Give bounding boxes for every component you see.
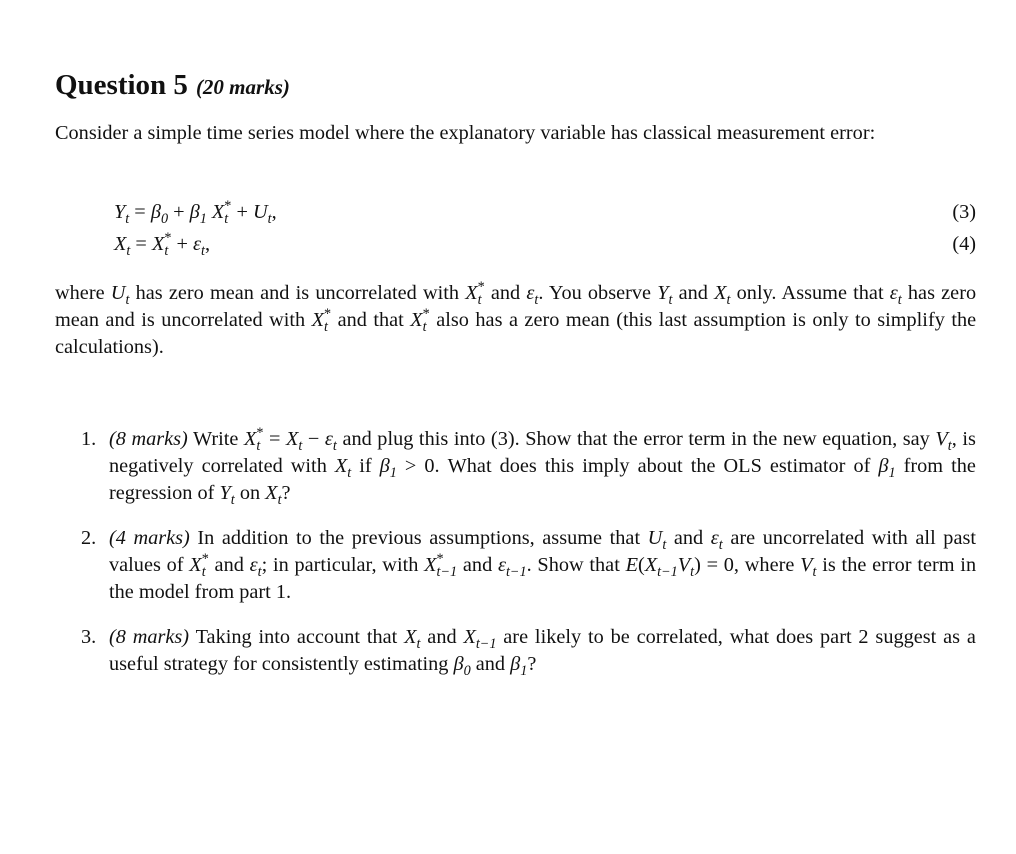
- equation-number-4: (4): [952, 233, 976, 255]
- part-text: Write X * t = $X_t - \varepsilon_t$ and plug this into (3). Show that the error term in the new equation, say $V_t$, is negatively correlated with $X_t$ if $\beta_1 > 0$. What does this imply about the OLS estimator of $\beta_1$ from the regression of $Y_t$ on $X_t$?: [109, 425, 976, 509]
- part-1-body: [109, 426, 976, 507]
- question-total-marks: (20 marks): [195, 75, 290, 99]
- part-text: Taking into account that $X_t$ and $X_{t-1}$ are likely to be correlated, what does part 2 suggest as a useful strategy for consistently estimating $\beta_0$ and $\beta_1$?: [109, 626, 976, 680]
- assumptions-paragraph: where $U_t$ has zero mean and is uncorrelated with X * t and $\varepsilon_t$. You observe $Y_t$ and $X_t$ only. Assume that $\varepsilon_t$ has zero mean and is uncorrelated with X * t and that X * t also has a zero mean (this last assumption is only to simplify the calculations).: [55, 279, 977, 358]
- part-marks: (4 marks): [109, 527, 190, 549]
- equation-row: [55, 228, 976, 260]
- part-number: 1.: [81, 428, 97, 450]
- question-heading: Question 5: [55, 69, 188, 101]
- intro-paragraph: Consider a simple time series model where the explanatory variable has classical measurement error:: [55, 122, 876, 144]
- equation-3: $Y_t = \beta_0 + \beta_1$ X * t + $U_t$,: [114, 198, 277, 228]
- part-3-body: [109, 624, 976, 678]
- part-marks: (8 marks): [109, 626, 190, 648]
- part-text: In addition to the previous assumptions, assume that $U_t$ and $\varepsilon_t$ are uncorrelated with all past values of X * t and $\varepsilon_t$; in particular, with X * t−1 and $\varepsilon_{t-1}$. Show that $E(X_{t-1}V_t) = 0$, where $V_t$ is the error term in the model from part 1.: [109, 527, 977, 603]
- part-number: 2.: [81, 527, 97, 549]
- question-title: [55, 62, 976, 104]
- part-marks: (8 marks): [109, 428, 188, 450]
- equation-row: [55, 196, 976, 228]
- part-number: 3.: [81, 626, 97, 648]
- part-2-body: [109, 525, 976, 606]
- equation-4: $X_t = X$ * t + $\varepsilon_t$,: [114, 230, 211, 260]
- equation-number-3: (3): [952, 201, 976, 223]
- question-page: [55, 62, 977, 680]
- model-equations: [55, 196, 976, 260]
